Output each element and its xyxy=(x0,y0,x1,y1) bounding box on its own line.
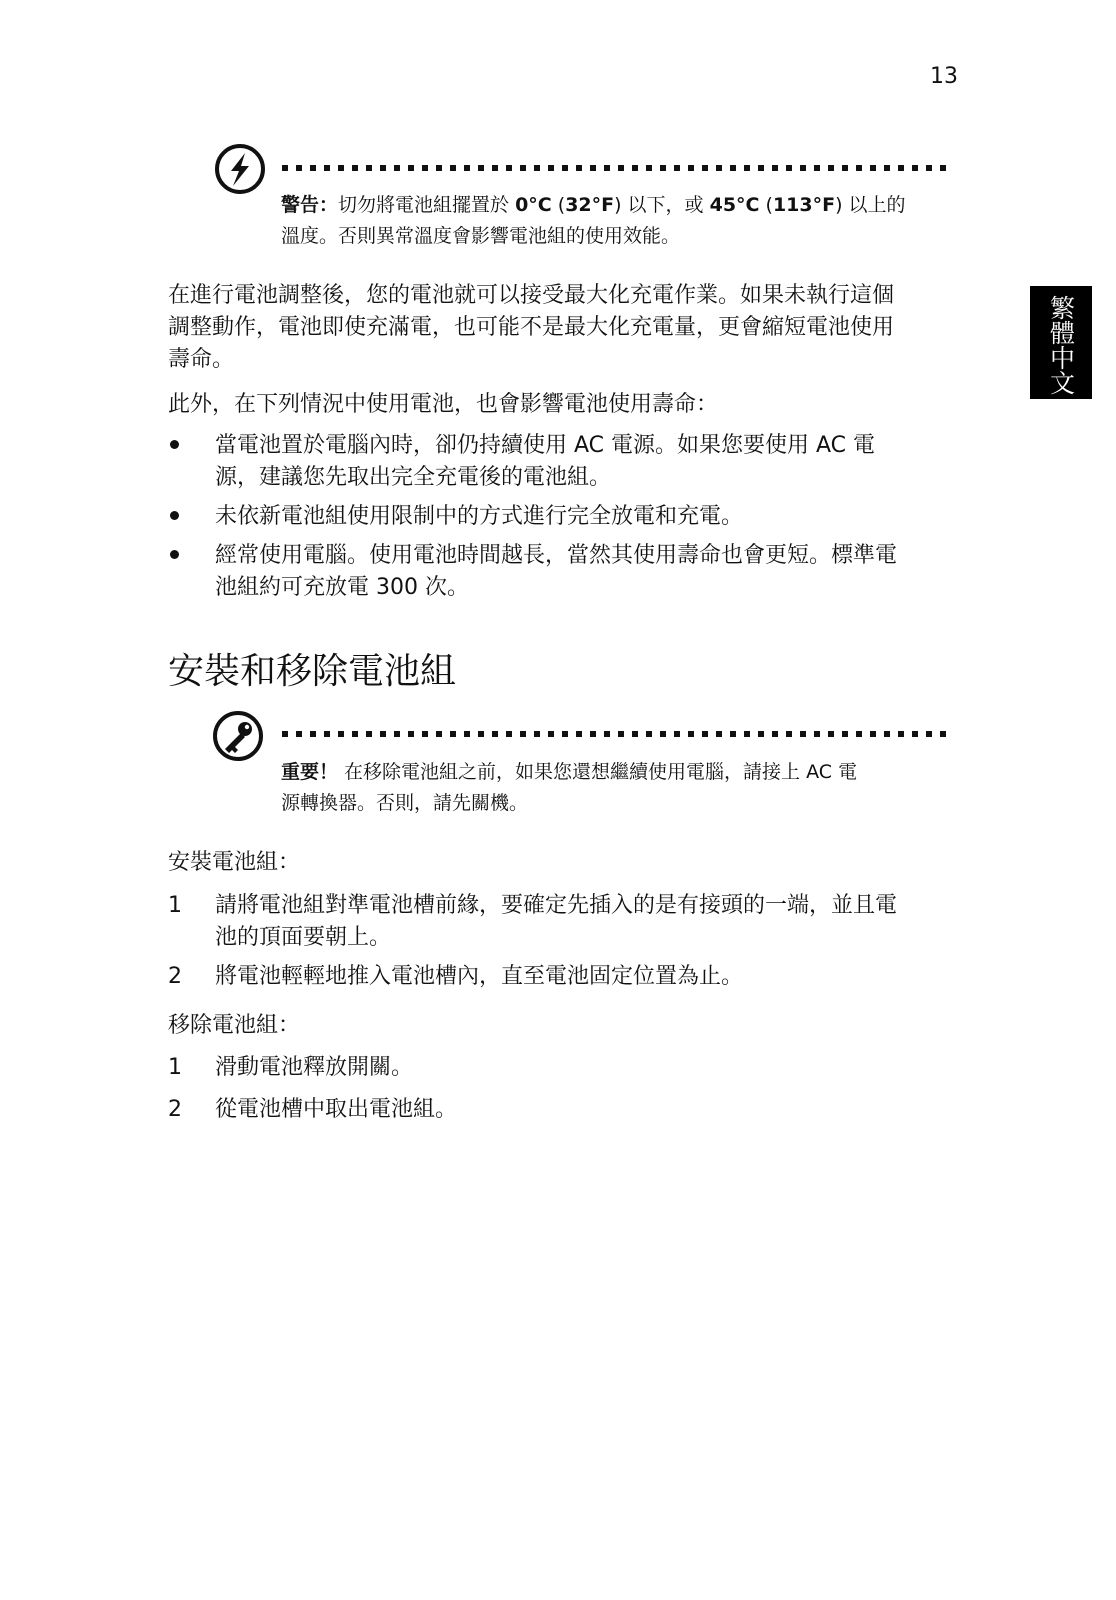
paragraph-battery-life: 此外，在下列情況中使用電池，也會影響電池使用壽命： xyxy=(168,392,719,417)
paragraph-battery-conditioning: 在進行電池調整後，您的電池就可以接受最大化充電作業。如果未執行這個 調整動作，電池即使充滿電，也可能不是最大化充電量，更會縮短電池使用 壽命。 xyxy=(168,283,895,372)
list-item: 未依新電池組使用限制中的方式進行完全放電和充電。 xyxy=(168,501,958,533)
list-item: 2 從電池槽中取出電池組。 xyxy=(168,1097,458,1122)
list-item: 經常使用電腦。使用電池時間越長，當然其使用壽命也會更短。標準電 池組約可充放電 300 次。 xyxy=(168,540,958,604)
section-heading: 安裝和移除電池組 xyxy=(168,651,457,692)
warning-text: 警告：切勿將電池組擺置於 0°C (32°F) 以下，或 45°C (113°F) 以上的 溫度。否則異常溫度會影響電池組的使用效能。 xyxy=(281,194,906,247)
warning-icon xyxy=(214,143,266,199)
important-label: 重要！ xyxy=(281,761,339,783)
install-title: 安裝電池組： xyxy=(168,850,301,875)
warning-divider xyxy=(282,165,952,171)
list-item: 當電池置於電腦內時，卻仍持續使用 AC 電源。如果您要使用 AC 電 源，建議您先取出完全充電後的電池組。 xyxy=(168,430,958,494)
list-item: 1 請將電池組對準電池槽前緣，要確定先插入的是有接頭的一端，並且電 池的頂面要朝上。 xyxy=(168,893,898,950)
bullet-dot xyxy=(170,440,179,449)
important-divider xyxy=(282,731,952,737)
important-text: 重要！ 在移除電池組之前，如果您還想繼續使用電腦，請接上 AC 電 源轉換器。否則，請先關機。 xyxy=(281,761,858,814)
list-item: 2 將電池輕輕地推入電池槽內，直至電池固定位置為止。 xyxy=(168,964,744,989)
language-tab: 繁體中文 xyxy=(1030,286,1092,399)
bullet-dot xyxy=(170,550,179,559)
warning-label: 警告： xyxy=(281,194,339,216)
remove-title: 移除電池組： xyxy=(168,1013,301,1038)
page-number: 13 xyxy=(930,64,958,89)
list-item: 1 滑動電池釋放開關。 xyxy=(168,1055,414,1080)
key-icon xyxy=(212,710,264,766)
bullet-dot xyxy=(170,511,179,520)
